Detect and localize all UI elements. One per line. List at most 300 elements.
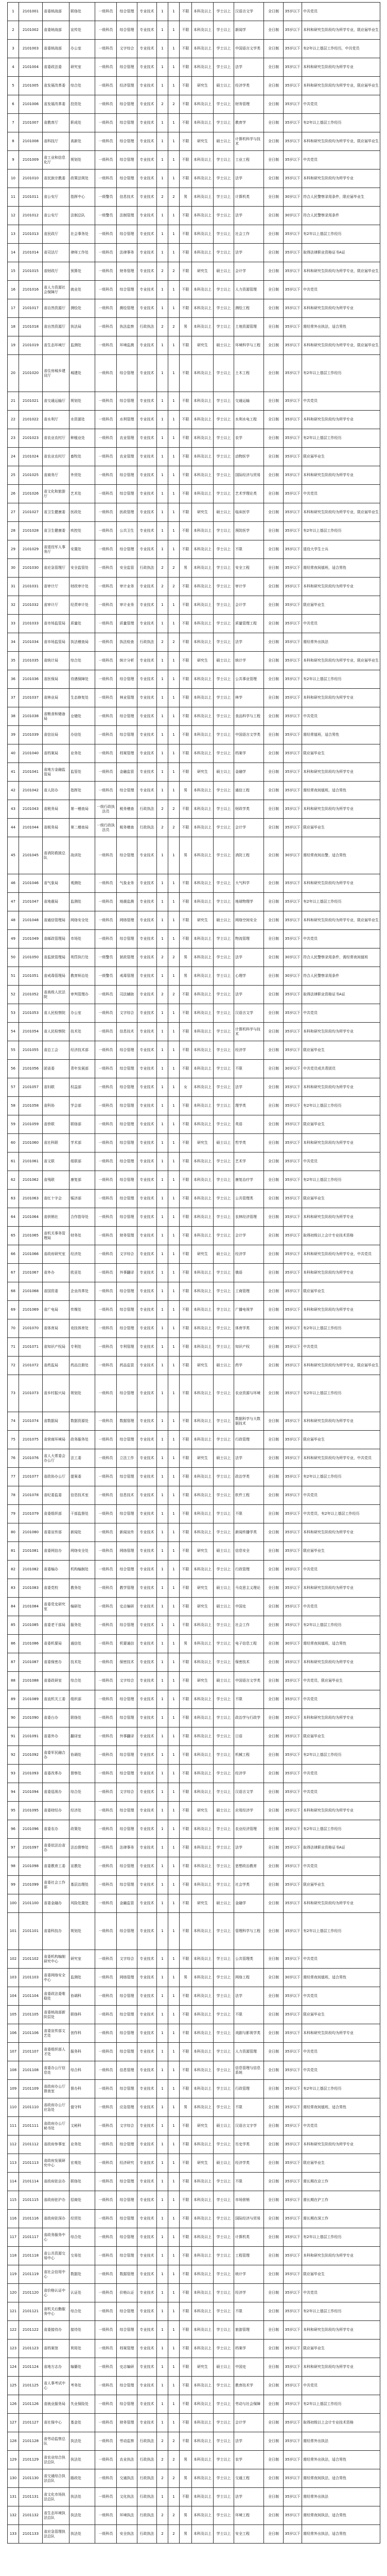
table-cell-代码: 2101093 — [19, 1765, 43, 1783]
table-cell-部门: 认证处 — [69, 2284, 95, 2302]
table-cell-单位: 省劳动监察总队 — [43, 2432, 69, 2451]
table-cell-专业: 社会学类 — [234, 1876, 264, 1894]
table-cell-学历要求: 全日制 — [264, 2247, 284, 2265]
table-cell-单位: 省科协 — [43, 1097, 69, 1115]
table-cell-年龄: 35岁以下 — [284, 2191, 302, 2210]
table-cell-其他条件: 中共党员 — [302, 707, 380, 726]
table-cell-岗位名称: 综合管理 — [117, 1913, 137, 1950]
table-cell-其他条件: 中共党员 — [302, 1004, 380, 1023]
table-cell-岗位类别: 一级科员 — [95, 670, 117, 689]
table-cell-类型: 专业技术 — [137, 1542, 157, 1561]
table-cell-序号: 41 — [8, 763, 19, 782]
table-cell-单位: 省委机构编制研究中心 — [43, 1950, 69, 1969]
table-cell-代码: 2101004 — [19, 58, 43, 77]
table-cell-代码: 2101072 — [19, 1357, 43, 1375]
table-cell-岗位名称: 综合管理 — [117, 1802, 137, 1820]
table-cell-岗位类别: 一级科员 — [95, 2173, 117, 2191]
table-cell-招录人数: 1 — [168, 2061, 180, 2080]
table-cell-代码: 2101064 — [19, 1208, 43, 1227]
table-row — [8, 1227, 380, 1245]
table-cell-序号: 53 — [8, 1004, 19, 1023]
table-cell-专业: 中国语言文学类 — [234, 1672, 264, 1690]
table-cell-序号: 24 — [8, 448, 19, 466]
table-cell-职数: 1 — [157, 2154, 168, 2173]
table-cell-年龄: 35岁以下 — [284, 2117, 302, 2136]
table-cell-岗位名称: 综合管理 — [117, 151, 137, 170]
table-cell-男女: 男 — [180, 318, 192, 336]
table-cell-岗位名称: 林业管理 — [117, 689, 137, 707]
table-cell-学历: 本科及以上 — [192, 948, 214, 967]
table-cell-代码: 2101061 — [19, 1153, 43, 1171]
table-cell-序号: 21 — [8, 392, 19, 411]
table-cell-单位: 省委保密办 — [43, 1653, 69, 1672]
table-cell-部门: 网络安全处 — [69, 911, 95, 930]
table-cell-岗位类别: 一级科员 — [95, 1153, 117, 1171]
table-cell-专业: 法学 — [234, 207, 264, 225]
table-cell-学历: 本科及以上 — [192, 1227, 214, 1245]
table-cell-学历要求: 全日制 — [264, 1115, 284, 1134]
table-cell-岗位类别: 一级科员 — [95, 114, 117, 132]
table-cell-其他条件: 中共党员 — [302, 2377, 380, 2395]
table-cell-学历: 本科及以上 — [192, 2414, 214, 2432]
table-cell-岗位名称: 保密技术 — [117, 1653, 137, 1672]
table-cell-代码: 2101043 — [19, 800, 43, 819]
table-cell-招录人数: 1 — [168, 522, 180, 540]
table-cell-其他条件: 有2年以上基层工作经历 — [302, 2080, 380, 2098]
table-cell-职数: 2 — [157, 819, 168, 837]
table-cell-部门: 投资处 — [69, 95, 95, 114]
table-cell-学历: 本科及以上 — [192, 782, 214, 800]
table-cell-学位: 学士以上 — [214, 819, 234, 837]
table-cell-序号: 44 — [8, 819, 19, 837]
table-cell-单位: 省残联 — [43, 1171, 69, 1190]
table-cell-专业: 测绘工程 — [234, 299, 264, 318]
table-cell-单位: 省委宣传部 — [43, 1523, 69, 1542]
table-cell-岗位名称: 公共卫生 — [117, 522, 137, 540]
table-cell-其他条件: 需经常外出执法，适合男性 — [302, 2525, 380, 2544]
table-cell-其他条件: 本科和研究生阶段均为所学专业 — [302, 1523, 380, 1542]
table-cell-职数: 2 — [157, 262, 168, 281]
table-cell-招录人数: 1 — [168, 1153, 180, 1171]
table-cell-学位: 学士以上 — [214, 1023, 234, 1041]
table-cell-其他条件: 本科和研究生阶段均为所学专业 — [302, 763, 380, 782]
table-cell-岗位名称: 综合管理 — [117, 1431, 137, 1449]
table-cell-学历: 研究生 — [192, 2358, 214, 2377]
table-cell-序号: 36 — [8, 670, 19, 689]
table-cell-专业: 工业工程 — [234, 151, 264, 170]
table-cell-岗位名称: 价格认证 — [117, 2284, 137, 2302]
table-cell-序号: 118 — [8, 2247, 19, 2265]
table-cell-招录人数: 1 — [168, 2024, 180, 2043]
table-cell-学位: 硕士以上 — [214, 1134, 234, 1153]
table-cell-其他条件: 中共党员 — [302, 392, 380, 411]
table-cell-年龄: 30岁以下 — [284, 837, 302, 874]
table-cell-专业: 英语 — [234, 1115, 264, 1134]
table-cell-类型: 专业技术 — [137, 1357, 157, 1375]
table-cell-其他条件: 需经常外出执法 — [302, 633, 380, 652]
table-cell-招录人数: 1 — [168, 670, 180, 689]
table-cell-岗位名称: 综合管理 — [117, 2173, 137, 2191]
table-cell-学历要求: 全日制 — [264, 1227, 284, 1245]
table-cell-序号: 111 — [8, 2117, 19, 2136]
table-cell-学历: 本科及以上 — [192, 225, 214, 244]
table-cell-岗位类别: 一级科员 — [95, 1264, 117, 1282]
table-row — [8, 1301, 380, 1319]
table-cell-年龄: 35岁以下 — [284, 1857, 302, 1876]
table-cell-学历: 本科及以上 — [192, 2191, 214, 2210]
table-cell-学历: 本科及以上 — [192, 151, 214, 170]
table-cell-男女: 不限 — [180, 1561, 192, 1579]
table-cell-代码: 2101124 — [19, 2358, 43, 2377]
table-cell-部门: 翻译室 — [69, 1727, 95, 1746]
table-cell-年龄: 35岁以下 — [284, 893, 302, 911]
table-cell-代码: 2101063 — [19, 1190, 43, 1208]
table-cell-年龄: 35岁以下 — [284, 1672, 302, 1690]
table-cell-招录人数: 2 — [168, 800, 180, 819]
table-cell-代码: 2101086 — [19, 1635, 43, 1653]
table-cell-学历要求: 全日制 — [264, 466, 284, 485]
table-cell-职数: 1 — [157, 1598, 168, 1616]
table-cell-代码: 2101057 — [19, 1078, 43, 1097]
table-cell-学历要求: 全日制 — [264, 1505, 284, 1523]
table-cell-类型: 专业技术 — [137, 299, 157, 318]
table-cell-其他条件: 中共党员 — [302, 1561, 380, 1579]
table-cell-男女: 不限 — [180, 1431, 192, 1449]
table-cell-专业: 不限 — [234, 2302, 264, 2321]
table-cell-年龄: 35岁以下 — [284, 2525, 302, 2544]
table-cell-类型: 专业技术 — [137, 2228, 157, 2247]
table-cell-序号: 12 — [8, 207, 19, 225]
table-cell-年龄: 35岁以下 — [284, 318, 302, 336]
table-cell-其他条件: 中共党员 — [302, 1153, 380, 1171]
table-cell-学历: 本科及以上 — [192, 2006, 214, 2024]
table-cell-岗位名称: 文字综合 — [117, 1245, 137, 1264]
table-cell-学历要求: 全日制 — [264, 1561, 284, 1579]
table-cell-序号: 72 — [8, 1357, 19, 1375]
table-cell-其他条件: 本科和研究生阶段均为所学专业 — [302, 2247, 380, 2265]
table-row — [8, 132, 380, 151]
table-row — [8, 2488, 380, 2506]
table-row — [8, 21, 380, 40]
table-cell-学历要求: 全日制 — [264, 2321, 284, 2340]
table-cell-招录人数: 1 — [168, 21, 180, 40]
table-cell-男女: 不限 — [180, 1505, 192, 1523]
table-cell-其他条件: 需经常外出执法 — [302, 2432, 380, 2451]
table-cell-职数: 1 — [157, 3, 168, 21]
table-cell-单位: 省档案馆 — [43, 2340, 69, 2358]
table-cell-招录人数: 1 — [168, 1820, 180, 1839]
table-cell-学历要求: 全日制 — [264, 2469, 284, 2488]
table-cell-招录人数: 1 — [168, 2358, 180, 2377]
table-cell-部门: 服务科 — [69, 2043, 95, 2061]
table-cell-年龄: 35岁以下 — [284, 522, 302, 540]
table-row — [8, 2080, 380, 2098]
table-cell-男女: 不限 — [180, 225, 192, 244]
table-cell-类型: 专业技术 — [137, 1319, 157, 1338]
table-cell-单位: 省委巡视办 — [43, 1783, 69, 1802]
table-cell-岗位类别: 一级科员 — [95, 21, 117, 40]
table-cell-年龄: 30岁以下 — [284, 207, 302, 225]
table-cell-序号: 59 — [8, 1115, 19, 1134]
table-cell-年龄: 35岁以下 — [284, 1319, 302, 1338]
table-cell-男女: 男 — [180, 1969, 192, 1987]
table-cell-部门: 社会事务处 — [69, 225, 95, 244]
table-cell-男女: 不限 — [180, 1690, 192, 1709]
table-cell-招录人数: 1 — [168, 1097, 180, 1115]
table-cell-年龄: 35岁以下 — [284, 1486, 302, 1505]
table-cell-职数: 2 — [157, 95, 168, 114]
table-cell-招录人数: 2 — [168, 986, 180, 1004]
table-cell-岗位名称: 综合管理 — [117, 1078, 137, 1097]
table-cell-专业: 马克思主义理论 — [234, 1579, 264, 1598]
table-row — [8, 244, 380, 262]
table-row — [8, 2136, 380, 2154]
table-row — [8, 633, 380, 652]
table-cell-其他条件: 限应届毕业生 — [302, 448, 380, 466]
table-cell-职数: 1 — [157, 503, 168, 522]
table-cell-年龄: 35岁以下 — [284, 744, 302, 763]
table-cell-序号: 34 — [8, 633, 19, 652]
table-cell-岗位类别: 一级科员 — [95, 355, 117, 392]
table-cell-其他条件: 本科和研究生阶段均为所学专业 — [302, 2136, 380, 2154]
table-cell-学历: 本科及以上 — [192, 1208, 214, 1227]
table-cell-学位: 学士以上 — [214, 559, 234, 578]
table-cell-招录人数: 1 — [168, 2191, 180, 2210]
table-cell-类型: 专业技术 — [137, 837, 157, 874]
table-cell-男女: 不限 — [180, 874, 192, 893]
table-cell-单位: 省农业农村厅 — [43, 429, 69, 448]
table-cell-年龄: 35岁以下 — [284, 1783, 302, 1802]
table-cell-类型: 专业技术 — [137, 3, 157, 21]
table-cell-专业: 质量管理工程 — [234, 615, 264, 633]
table-cell-年龄: 35岁以下 — [284, 170, 302, 188]
table-cell-类型: 专业技术 — [137, 448, 157, 466]
table-cell-类型: 行政执法 — [137, 2432, 157, 2451]
table-cell-学历: 本科及以上 — [192, 1171, 214, 1190]
table-cell-序号: 11 — [8, 188, 19, 207]
table-cell-部门: 法工委 — [69, 1449, 95, 1468]
table-cell-类型: 专业技术 — [137, 392, 157, 411]
table-cell-职数: 1 — [157, 2488, 168, 2506]
table-cell-类型: 专业技术 — [137, 986, 157, 1004]
table-cell-岗位类别: 一级科员 — [95, 503, 117, 522]
table-cell-岗位类别: 一级科员 — [95, 1338, 117, 1357]
table-cell-岗位类别: 一级科员 — [95, 2006, 117, 2024]
table-cell-职数: 1 — [157, 1783, 168, 1802]
table-cell-代码: 2101085 — [19, 1616, 43, 1635]
table-cell-专业: 信息安全 — [234, 1542, 264, 1561]
table-cell-招录人数: 1 — [168, 2173, 180, 2191]
table-row — [8, 986, 380, 1004]
table-cell-序号: 40 — [8, 744, 19, 763]
table-cell-单位: 省通信管理局 — [43, 911, 69, 930]
table-cell-岗位名称: 狱政管理 — [117, 948, 137, 967]
table-cell-学历要求: 全日制 — [264, 1913, 284, 1950]
table-cell-男女: 不限 — [180, 726, 192, 744]
table-cell-序号: 71 — [8, 1338, 19, 1357]
table-cell-专业: 戏剧与影视学类 — [234, 2024, 264, 2043]
table-cell-岗位类别: 一级科员 — [95, 1431, 117, 1449]
table-cell-学位: 学士以上 — [214, 244, 234, 262]
table-cell-岗位类别: 一级科员 — [95, 1894, 117, 1913]
table-cell-岗位类别: 一级科员 — [95, 2414, 117, 2432]
table-cell-学位: 学士以上 — [214, 2414, 234, 2432]
table-cell-职数: 1 — [157, 1041, 168, 1060]
table-cell-职数: 1 — [157, 1523, 168, 1542]
table-cell-岗位名称: 综合管理 — [117, 1820, 137, 1839]
table-cell-类型: 专业技术 — [137, 1969, 157, 1987]
table-cell-岗位类别: 一级科员 — [95, 244, 117, 262]
table-cell-学位: 学士以上 — [214, 40, 234, 58]
table-cell-学位: 学士以上 — [214, 1004, 234, 1023]
table-cell-单位: 省市场监管局 — [43, 615, 69, 633]
table-cell-类型: 专业技术 — [137, 2191, 157, 2210]
table-cell-专业: 不限 — [234, 2173, 264, 2191]
table-cell-类型: 行政执法 — [137, 819, 157, 837]
table-cell-岗位名称: 综合管理 — [117, 1282, 137, 1301]
table-cell-男女: 不限 — [180, 1171, 192, 1190]
table-cell-学位: 学士以上 — [214, 615, 234, 633]
table-cell-部门: 文秘科 — [69, 2117, 95, 2136]
table-cell-招录人数: 1 — [168, 1709, 180, 1727]
table-cell-专业: 人力资源管理 — [234, 281, 264, 299]
table-cell-部门: 宣传处 — [69, 21, 95, 40]
table-cell-专业: 应用经济学 — [234, 1802, 264, 1820]
table-cell-单位: 省司法厅 — [43, 244, 69, 262]
table-cell-学位: 学士以上 — [214, 2024, 234, 2043]
table-row — [8, 1839, 380, 1857]
table-cell-岗位类别: 一级科员 — [95, 726, 117, 744]
table-cell-单位: 省地方志办 — [43, 2358, 69, 2377]
table-cell-专业: 行政管理 — [234, 1431, 264, 1449]
table-cell-部门: 畜牧处 — [69, 448, 95, 466]
table-cell-岗位名称: 机要通信 — [117, 1635, 137, 1653]
table-cell-岗位类别: 一级科员 — [95, 58, 117, 77]
table-cell-学历要求: 全日制 — [264, 2228, 284, 2247]
table-cell-学历: 本科及以上 — [192, 1969, 214, 1987]
table-cell-男女: 不限 — [180, 2210, 192, 2228]
table-cell-招录人数: 1 — [168, 596, 180, 615]
table-cell-学历要求: 全日制 — [264, 262, 284, 281]
table-cell-年龄: 35岁以下 — [284, 3, 302, 21]
table-cell-其他条件: 有2年以上基层工作经历 — [302, 1746, 380, 1765]
table-cell-代码: 2101031 — [19, 578, 43, 596]
table-cell-职数: 1 — [157, 2284, 168, 2302]
table-cell-类型: 专业技术 — [137, 188, 157, 207]
table-cell-类型: 专业技术 — [137, 114, 157, 132]
table-cell-年龄: 35岁以下 — [284, 2358, 302, 2377]
table-cell-岗位名称: 综合管理 — [117, 1616, 137, 1635]
table-cell-序号: 133 — [8, 2525, 19, 2544]
table-row — [8, 652, 380, 670]
table-row — [8, 1282, 380, 1301]
table-cell-学历要求: 全日制 — [264, 1190, 284, 1208]
table-cell-岗位类别: 一级科员 — [95, 911, 117, 930]
table-cell-序号: 77 — [8, 1468, 19, 1486]
table-cell-单位: 省委接待办 — [43, 2321, 69, 2340]
table-cell-男女: 不限 — [180, 262, 192, 281]
table-cell-学历: 本科及以上 — [192, 1097, 214, 1115]
table-cell-学历要求: 全日制 — [264, 1060, 284, 1078]
table-cell-部门: 执法稽查局 — [69, 633, 95, 652]
table-cell-其他条件: 限应届毕业生 — [302, 2154, 380, 2173]
table-cell-学历: 研究生 — [192, 911, 214, 930]
table-cell-代码: 2101074 — [19, 1412, 43, 1431]
table-cell-部门: 宏观处 — [69, 2154, 95, 2173]
table-cell-部门: 职成处 — [69, 114, 95, 132]
table-cell-专业: 市场营销 — [234, 2191, 264, 2210]
table-cell-学位: 学士以上 — [214, 2191, 234, 2210]
table-cell-招录人数: 1 — [168, 448, 180, 466]
table-cell-职数: 1 — [157, 1060, 168, 1078]
table-cell-年龄: 35岁以下 — [284, 763, 302, 782]
table-cell-部门: 接待处 — [69, 2321, 95, 2340]
table-cell-其他条件: 本科和研究生阶段均为所学专业 — [302, 2358, 380, 2377]
table-cell-类型: 专业技术 — [137, 1023, 157, 1041]
table-row — [8, 1857, 380, 1876]
table-cell-其他条件: 中共党员，限应届毕业生 — [302, 1672, 380, 1690]
table-cell-岗位类别: 一级科员 — [95, 1802, 117, 1820]
table-cell-部门: 合作指导处 — [69, 1208, 95, 1227]
table-cell-专业: 艺术学 — [234, 1153, 264, 1171]
table-cell-学位: 学士以上 — [214, 485, 234, 503]
table-cell-部门: 编研处 — [69, 1598, 95, 1616]
table-cell-岗位名称: 水利管理 — [117, 411, 137, 429]
table-cell-代码: 2101012 — [19, 207, 43, 225]
table-cell-部门: 城建处 — [69, 355, 95, 392]
table-cell-类型: 专业技术 — [137, 930, 157, 948]
table-cell-单位: 省委农办 — [43, 1820, 69, 1839]
table-cell-招录人数: 1 — [168, 2302, 180, 2321]
table-cell-序号: 73 — [8, 1375, 19, 1412]
table-cell-部门: 测绘处 — [69, 299, 95, 318]
table-cell-学位: 硕士以上 — [214, 262, 234, 281]
table-cell-岗位类别: 一级科员 — [95, 2098, 117, 2117]
table-cell-岗位类别: 一级科员 — [95, 1097, 117, 1115]
table-cell-单位: 省价格认证中心 — [43, 2284, 69, 2302]
table-row — [8, 1004, 380, 1023]
table-cell-代码: 2101024 — [19, 448, 43, 466]
table-cell-部门: 高新处 — [69, 132, 95, 151]
table-cell-学历: 研究生 — [192, 1894, 214, 1913]
table-cell-代码: 2101060 — [19, 1134, 43, 1153]
table-cell-部门: 财务处 — [69, 1227, 95, 1245]
table-cell-代码: 2101070 — [19, 1319, 43, 1338]
table-cell-代码: 2101044 — [19, 819, 43, 837]
table-cell-代码: 2101125 — [19, 2377, 43, 2395]
table-cell-职数: 1 — [157, 1357, 168, 1375]
table-cell-学位: 学士以上 — [214, 1153, 234, 1171]
table-cell-招录人数: 1 — [168, 244, 180, 262]
table-row — [8, 689, 380, 707]
table-cell-代码: 2101058 — [19, 1097, 43, 1115]
table-cell-专业: 哲学类 — [234, 1134, 264, 1153]
table-cell-代码: 2101100 — [19, 1894, 43, 1913]
table-cell-岗位类别: 一级警员 — [95, 188, 117, 207]
table-cell-学历要求: 全日制 — [264, 726, 284, 744]
table-cell-岗位名称: 专利管理 — [117, 1338, 137, 1357]
table-cell-序号: 125 — [8, 2377, 19, 2395]
table-cell-学历: 本科及以上 — [192, 1282, 214, 1301]
table-cell-其他条件: 需经常夜间值班，适合男性 — [302, 2098, 380, 2117]
table-cell-学历: 本科及以上 — [192, 1190, 214, 1208]
table-cell-岗位类别: 一级科员 — [95, 559, 117, 578]
table-cell-学历要求: 全日制 — [264, 2358, 284, 2377]
table-cell-学历: 本科及以上 — [192, 466, 214, 485]
table-cell-学位: 学士以上 — [214, 670, 234, 689]
table-cell-专业: 数据科学与大数据技术 — [234, 1412, 264, 1431]
table-cell-职数: 1 — [157, 2136, 168, 2154]
